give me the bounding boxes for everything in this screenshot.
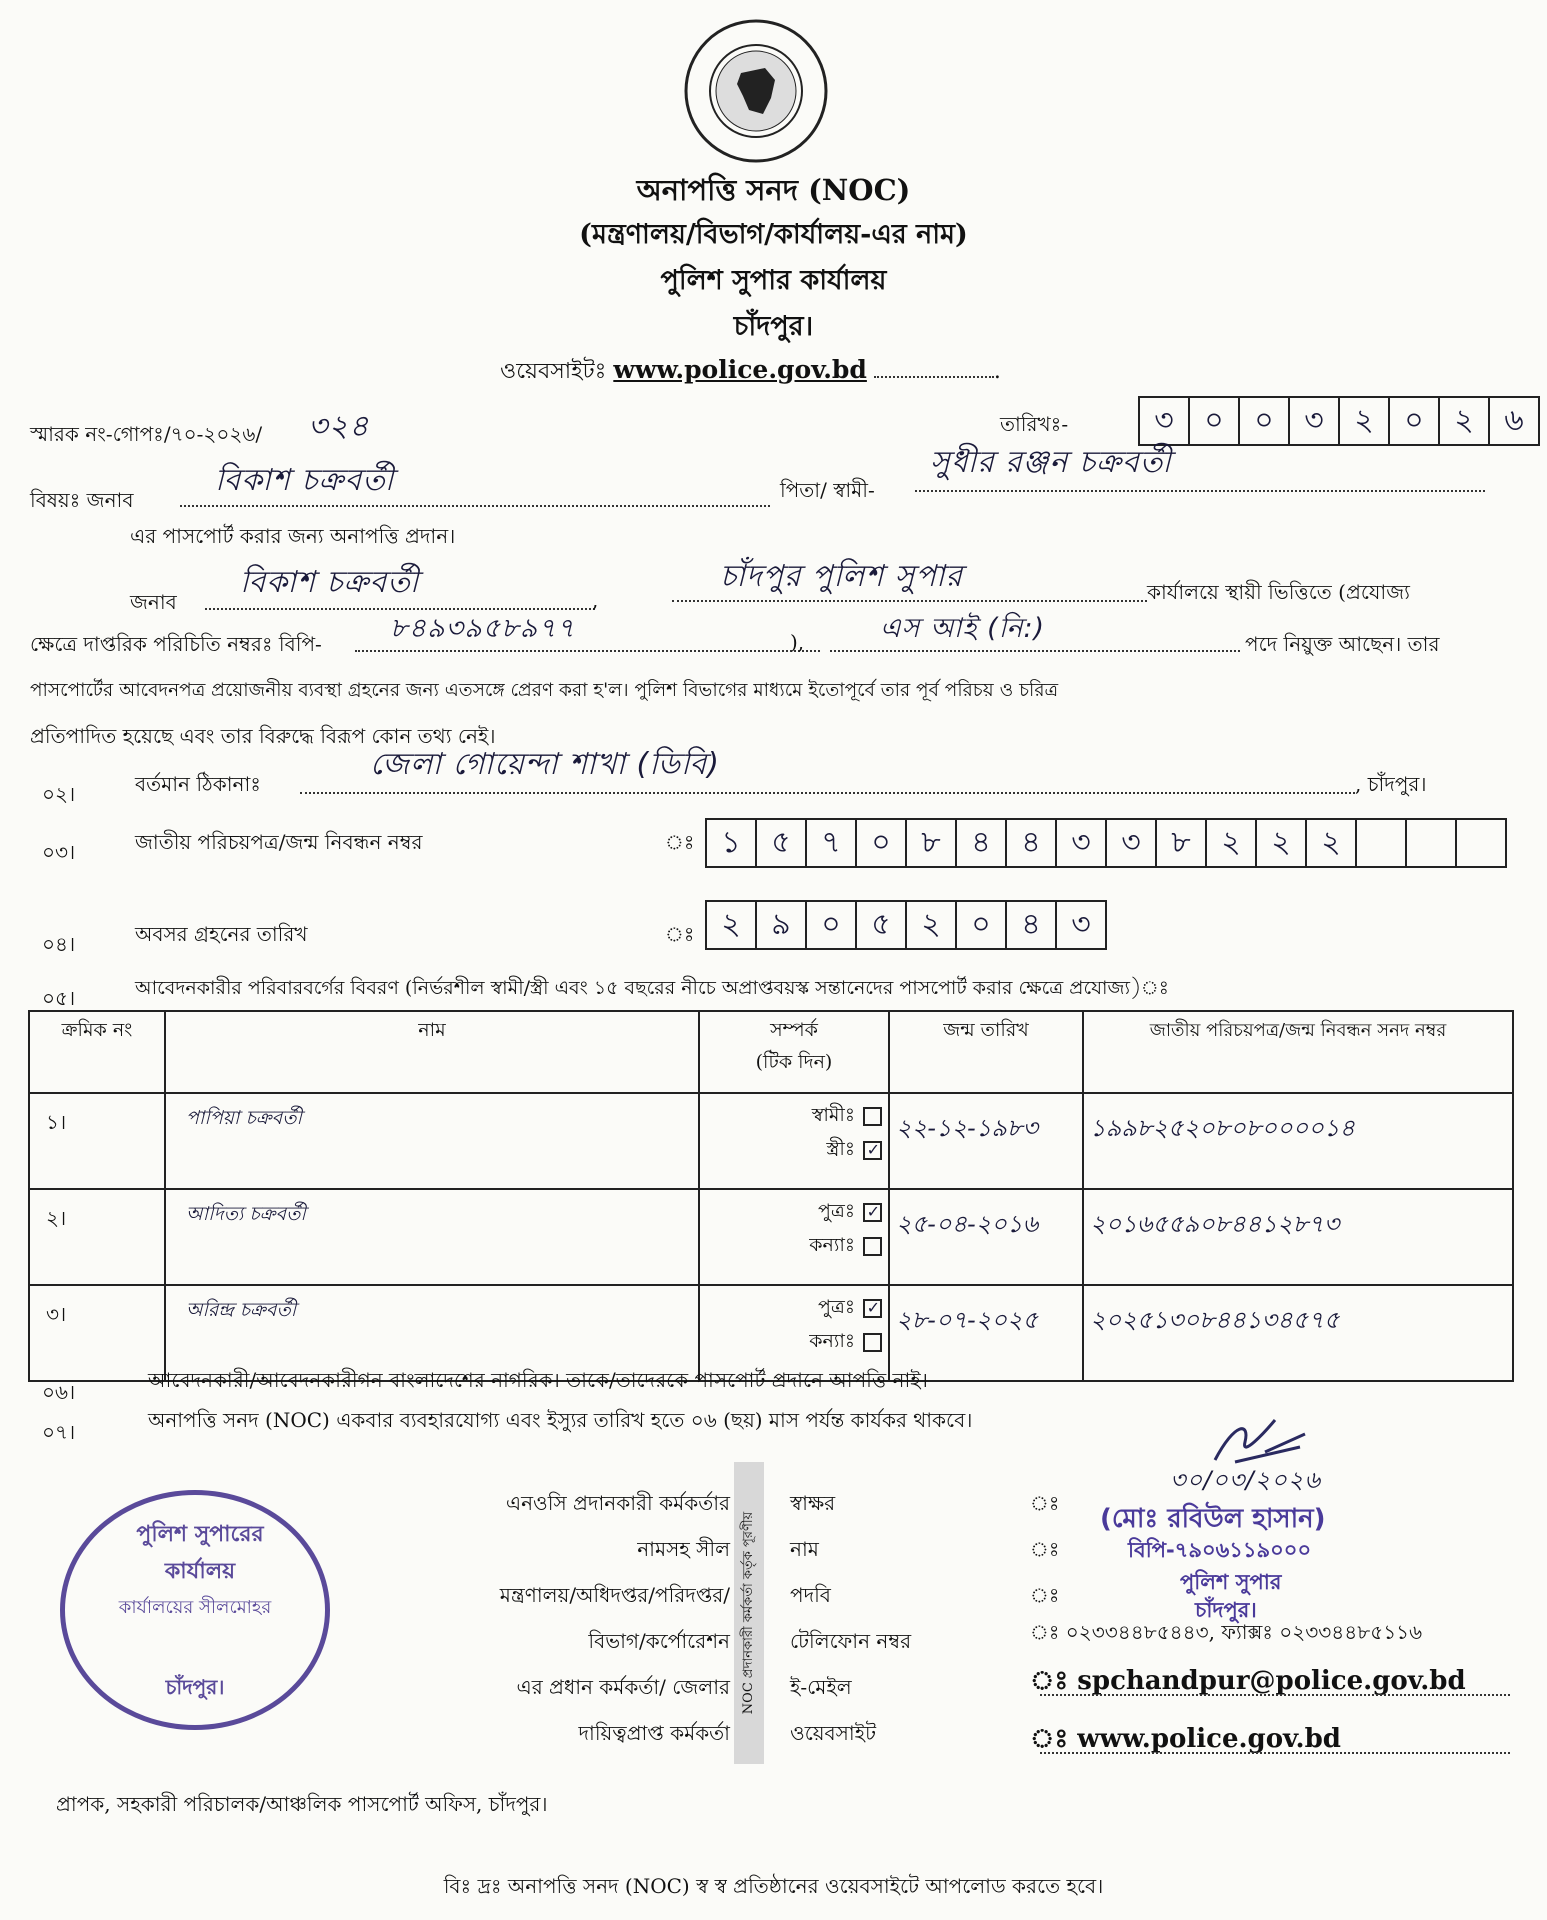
digit-box: ৫ [857,902,907,948]
row-relation: স্বামীঃ স্ত্রীঃ ✓ [699,1093,889,1189]
memo-label: স্মারক নং-গোপঃ/৭০-২০২৬/ [30,422,263,446]
row-name: আদিত্য চক্রবর্তী [165,1189,699,1285]
subject-name: বিকাশ চক্রবর্তী [215,463,395,498]
document-title: অনাপত্তি সনদ (NOC) [636,173,911,207]
checkbox-1[interactable]: ✓ [863,1203,882,1222]
digit-box: ২ [1257,820,1307,866]
signatory-left-labels: এনওসি প্রদানকারী কর্মকর্তার নামসহ সীল মন্ত্রণালয়/অধিদপ্তর/পরিদপ্তর/ বিভাগ/কর্পোরেশন এর প্রধান কর্মকর্তা/ জেলার দায়িত্বপ্রাপ্ত কর্মকর্তা [499,1491,730,1745]
digit-box: ০ [807,902,857,948]
sign-date: ৩০/০৩/২০২৬ [1170,1466,1322,1494]
recipient: প্রাপক, সহকারী পরিচালক/আঞ্চলিক পাসপোর্ট অফিস, চাঁদপুর। [56,1792,548,1816]
digit-box: ৯ [757,902,807,948]
row-sl: ১। [29,1093,165,1189]
subject-line2: এর পাসপোর্ট করার জন্য অনাপত্তি প্রদান। [130,524,456,548]
row-name: পাপিয়া চক্রবর্তী [165,1093,699,1189]
seal-top-text: পুলিশ সুপারের কার্যালয় [136,1522,264,1584]
family-label: আবেদনকারীর পরিবারবর্গের বিবরণ (নির্ভরশীল স্বামী/স্ত্রী এবং ১৫ বছরের নীচে অপ্রাপ্তবয়স্ক সন্তানেদের পাসপোর্ট করার ক্ষেত্রে প্রযোজ্য)ঃ [135,977,1169,999]
office-seal [60,1490,330,1730]
retire-label: অবসর গ্রহনের তারিখ [135,922,308,946]
website-line: ওয়েবসাইটঃ www.police.gov.bd . [500,355,1001,384]
family-table [28,1010,1514,1382]
digit-box: ২ [1207,820,1257,866]
digit-box: ৩ [1071,906,1091,942]
digit-box: ৬ [1504,402,1524,438]
checkbox-2[interactable] [863,1333,882,1352]
checkbox-2[interactable]: ✓ [863,1141,882,1160]
row-nid: ২০২৫১৩০৮৪৪১৩৪৫৭৫ [1083,1285,1513,1381]
table-row [29,1093,1513,1189]
table-row [29,1189,1513,1285]
body-office-suffix: কার্যালয়ে স্থায়ী ভিত্তিতে (প্রযোজ্য [1147,580,1410,604]
digit-box: ৭ [807,820,857,866]
body-para3: প্রতিপাদিত হয়েছে এবং তার বিরুদ্ধে বিরূপ কোন তথ্য নেই। [30,724,496,748]
officer-name: (মোঃ রবিউল হাসান) [1100,1504,1326,1534]
row-nid: ১৯৯৮২৫২০৮০৮০০০০১৪ [1083,1093,1513,1189]
website-label: ওয়েবসাইটঃ [500,359,607,384]
row-dob: ২২-১২-১৯৮৩ [889,1093,1083,1189]
address-value: জেলা গোয়েন্দা শাখা (ডিবি) [370,747,720,782]
seal-bottom-text: চাঁদপুর। [165,1675,225,1699]
row-relation: পুত্রঃ ✓ কন্যাঃ [699,1285,889,1381]
row-nid: ২০১৬৫৫৯০৮৪৪১২৮৭৩ [1083,1189,1513,1285]
digit-box: ২ [1307,820,1357,866]
digit-box: ০ [957,902,1007,948]
retire-boxes [705,900,1107,950]
col-name: নাম [165,1011,699,1093]
website-link[interactable]: www.police.gov.bd [613,355,867,384]
digit-box: ৮ [907,820,957,866]
government-emblem [683,18,829,164]
row-dob: ২৮-০৭-২০২৫ [889,1285,1083,1381]
nid-boxes [705,818,1507,868]
row-dob: ২৫-০৪-২০১৬ [889,1189,1083,1285]
digit-box [1457,820,1505,866]
office-name: পুলিশ সুপার কার্যালয় [660,265,887,296]
office-district: চাঁদপুর। [733,311,814,342]
digit-box [1357,820,1407,866]
body-para2: পাসপোর্টের আবেদনপত্র প্রয়োজনীয় ব্যবস্থা গ্রহনের জন্য এতসঙ্গে প্রেরণ করা হ'ল। পুলিশ বিভাগের মাধ্যমে ইতোপূর্বে তার পূর্ব পরিচয় ও চরিত্র [30,680,1059,701]
note-07: অনাপত্তি সনদ (NOC) একবার ব্যবহারযোগ্য এবং ইস্যুর তারিখ হতে ০৬ (ছয়) মাস পর্যন্ত কার্যকর থাকবে। [148,1408,973,1432]
body-name: বিকাশ চক্রবর্তী [240,565,420,600]
phone-fax: ঃ ০২৩৩৪৪৮৫৪৪৩, ফ্যাক্সঃ ০২৩৩৪৪৮৫১১৬ [1030,1620,1423,1644]
col-nid: জাতীয় পরিচয়পত্র/জন্ম নিবন্ধন সনদ নম্বর [1083,1011,1513,1093]
digit-box [1407,820,1457,866]
digit-box: ০ [1390,398,1440,444]
digit-box: ৮ [1157,820,1207,866]
digit-box: ২ [707,902,757,948]
note-06: আবেদনকারী/আবেদনকারীগন বাংলাদেশের নাগরিক। তাকে/তাদেরকে পাসপোর্ট প্রদানে আপত্তি নাই। [148,1368,928,1392]
date-boxes [1138,396,1540,446]
checkbox-1[interactable] [863,1107,882,1126]
digit-box: ০ [857,820,907,866]
bp-number: ৮৪৯৩৯৫৮৯৭৭ [390,613,576,644]
body-office: চাঁদপুর পুলিশ সুপার [720,559,964,594]
signatory-colons: ঃ ঃ ঃ [1030,1491,1060,1607]
vertical-label: NOC প্রদানকারী কর্মকর্তা কর্তৃক পূরণীয় [741,1511,756,1715]
nid-label: জাতীয় পরিচয়পত্র/জন্ম নিবন্ধন নম্বর [135,830,423,854]
footer-note: বিঃ দ্রঃ অনাপত্তি সনদ (NOC) স্ব স্ব প্রতিষ্ঠানের ওয়েবসাইটে আপলোড করতে হবে। [443,1874,1104,1898]
digit-box: ৩ [1140,398,1190,444]
digit-box: ৩ [1290,398,1340,444]
website-value[interactable]: ঃ www.police.gov.bd [1030,1724,1341,1754]
officer-district: চাঁদপুর। [1195,1598,1257,1622]
row-name: অরিন্দ্র চক্রবর্তী [165,1285,699,1381]
digit-box: ৩ [1107,820,1157,866]
email-value[interactable]: ঃ spchandpur@police.gov.bd [1030,1666,1466,1696]
subject-label: বিষয়ঃ জনাব [30,488,134,512]
digit-box: ৪ [1007,902,1057,948]
date-label: তারিখঃ- [1000,412,1069,436]
officer-bp: বিপি-৭৯০৬১১৯০০০ [1128,1538,1312,1562]
body-id-prefix: ক্ষেত্রে দাপ্তরিক পরিচিতি নম্বরঃ বিপি- [30,632,322,656]
digit-box: ৩ [1057,820,1107,866]
ministry-placeholder: (মন্ত্রণালয়/বিভাগ/কার্যালয়-এর নাম) [579,219,968,250]
col-dob: জন্ম তারিখ [889,1011,1083,1093]
row-sl: ২। [29,1189,165,1285]
seal-middle-text: কার্যালয়ের সীলমোহর [118,1597,272,1618]
digit-box: ১ [707,820,757,866]
post-name: এস আই (নি:) [880,613,1046,644]
col-relation: সম্পর্ক (টিক দিন) [699,1011,889,1093]
address-label: বর্তমান ঠিকানাঃ [135,772,261,796]
digit-box: ০ [1240,398,1290,444]
body-post-suffix: পদে নিয়ুক্ত আছেন। তার [1245,632,1440,656]
signatory-fields: স্বাক্ষর নাম পদবি টেলিফোন নম্বর ই-মেইল ওয়েবসাইট [790,1491,912,1745]
digit-box: ২ [1440,398,1490,444]
checkbox-2[interactable] [863,1237,882,1256]
father-name: সুধীর রঞ্জন চক্রবর্তী [930,445,1172,480]
digit-box: ৪ [957,820,1007,866]
digit-box: ৫ [757,820,807,866]
row-sl: ৩। [29,1285,165,1381]
digit-box: ০ [1190,398,1240,444]
father-label: পিতা/ স্বামী- [780,478,875,502]
checkbox-1[interactable]: ✓ [863,1299,882,1318]
digit-box: ২ [1340,398,1390,444]
digit-box: ২ [907,902,957,948]
memo-number: ৩২৪ [308,409,370,444]
digit-box: ৪ [1007,820,1057,866]
body-janab: জনাব [130,590,177,614]
row-relation: পুত্রঃ ✓ কন্যাঃ [699,1189,889,1285]
officer-title: পুলিশ সুপার [1180,1570,1282,1594]
col-sl: ক্রমিক নং [29,1011,165,1093]
